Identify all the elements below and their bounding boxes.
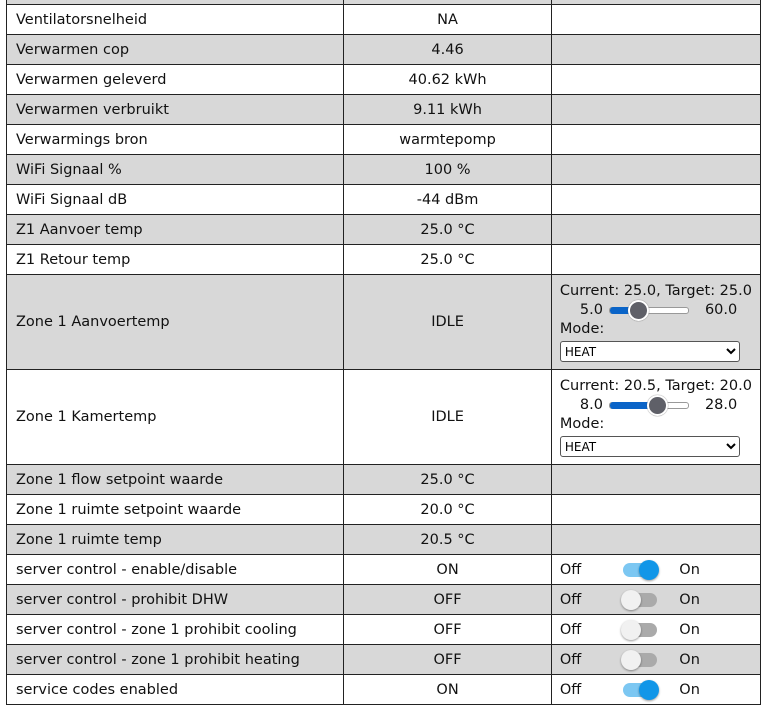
entity-control — [551, 5, 760, 35]
table-row — [7, 525, 761, 555]
entity-name: Zone 1 Aanvoertemp — [7, 275, 344, 370]
entity-control — [551, 555, 760, 585]
entity-table — [6, 0, 761, 705]
entity-state: 4.46 — [344, 35, 552, 65]
climate-control — [560, 282, 752, 362]
toggle-knob — [639, 680, 659, 700]
table-row — [7, 675, 761, 705]
entity-state: 9.11 kWh — [344, 95, 552, 125]
entity-state: IDLE — [344, 370, 552, 465]
entity-control — [551, 185, 760, 215]
entity-name: Zone 1 ruimte temp — [7, 525, 344, 555]
entity-state: OFF — [344, 585, 552, 615]
toggle-switch[interactable] — [623, 563, 657, 577]
mode-label: Mode: — [559, 321, 605, 337]
entity-state: IDLE — [344, 275, 552, 370]
entity-state: OFF — [344, 645, 552, 675]
entity-control — [551, 525, 760, 555]
slider-thumb[interactable] — [628, 300, 649, 321]
table-row — [7, 245, 761, 275]
entity-name: Zone 1 Kamertemp — [7, 370, 344, 465]
entity-state: -44 dBm — [344, 185, 552, 215]
entity-state: 25.0 °C — [344, 245, 552, 275]
table-row — [7, 215, 761, 245]
toggle-on-label: On — [679, 651, 700, 668]
toggle-switch[interactable] — [623, 593, 657, 607]
toggle-knob — [621, 590, 641, 610]
entity-state: NA — [344, 5, 552, 35]
target-slider[interactable] — [609, 402, 689, 409]
slider-max: 60.0 — [704, 302, 738, 318]
entity-name: Ventilatorsnelheid — [7, 5, 344, 35]
entity-state: 20.0 °C — [344, 495, 552, 525]
table-row — [7, 125, 761, 155]
entity-name: Z1 Retour temp — [7, 245, 344, 275]
table-row — [7, 275, 761, 370]
toggle-knob — [621, 650, 641, 670]
table-row — [7, 465, 761, 495]
slider-thumb[interactable] — [647, 395, 668, 416]
toggle-off-label: Off — [559, 621, 582, 638]
entity-control — [551, 465, 760, 495]
climate-control — [560, 377, 752, 457]
table-row — [7, 555, 761, 585]
table-row — [7, 65, 761, 95]
mode-select[interactable] — [560, 341, 740, 362]
toggle-on-label: On — [679, 621, 700, 638]
entity-control — [551, 645, 760, 675]
entity-control — [551, 215, 760, 245]
entity-state: 100 % — [344, 155, 552, 185]
entity-name: server control - zone 1 prohibit cooling — [7, 615, 344, 645]
entity-control — [551, 615, 760, 645]
table-row — [7, 645, 761, 675]
entity-name: Zone 1 flow setpoint waarde — [7, 465, 344, 495]
entity-name: Z1 Aanvoer temp — [7, 215, 344, 245]
entity-state: OFF — [344, 615, 552, 645]
entity-control — [551, 585, 760, 615]
entity-name: service codes enabled — [7, 675, 344, 705]
entity-name: WiFi Signaal % — [7, 155, 344, 185]
target-slider[interactable] — [609, 307, 689, 314]
toggle-switch[interactable] — [623, 683, 657, 697]
toggle-knob — [621, 620, 641, 640]
entity-state: 40.62 kWh — [344, 65, 552, 95]
entity-control — [551, 275, 760, 370]
toggle-knob — [639, 560, 659, 580]
entity-state: 25.0 °C — [344, 465, 552, 495]
entity-state: 20.5 °C — [344, 525, 552, 555]
slider-max: 28.0 — [704, 397, 738, 413]
entity-name: server control - zone 1 prohibit heating — [7, 645, 344, 675]
entity-control — [551, 65, 760, 95]
mode-label: Mode: — [559, 416, 605, 432]
entity-control — [551, 370, 760, 465]
table-row — [7, 5, 761, 35]
table-row — [7, 495, 761, 525]
table-row — [7, 155, 761, 185]
table-row — [7, 95, 761, 125]
table-row — [7, 585, 761, 615]
toggle-off-label: Off — [559, 591, 582, 608]
entity-control — [551, 155, 760, 185]
entity-name: server control - prohibit DHW — [7, 585, 344, 615]
entity-name: Verwarmen cop — [7, 35, 344, 65]
entity-name: Verwarmen verbruikt — [7, 95, 344, 125]
entity-name: Verwarmings bron — [7, 125, 344, 155]
climate-status: Current: 25.0, Target: 25.0 — [559, 283, 752, 299]
entity-control — [551, 245, 760, 275]
mode-select[interactable] — [560, 436, 740, 457]
entity-name: server control - enable/disable — [7, 555, 344, 585]
slider-min: 5.0 — [579, 302, 603, 318]
toggle-off-label: Off — [559, 561, 582, 578]
slider-min: 8.0 — [579, 397, 603, 413]
table-row — [7, 35, 761, 65]
entity-control — [551, 95, 760, 125]
toggle-on-label: On — [679, 561, 700, 578]
toggle-switch[interactable] — [623, 623, 657, 637]
entity-name: Zone 1 ruimte setpoint waarde — [7, 495, 344, 525]
toggle-on-label: On — [679, 591, 700, 608]
entity-state: ON — [344, 555, 552, 585]
entity-control — [551, 675, 760, 705]
toggle-on-label: On — [679, 681, 700, 698]
table-row — [7, 370, 761, 465]
entity-state: ON — [344, 675, 552, 705]
climate-status: Current: 20.5, Target: 20.0 — [559, 378, 752, 394]
table-row — [7, 185, 761, 215]
entity-control — [551, 495, 760, 525]
entity-name: WiFi Signaal dB — [7, 185, 344, 215]
entity-state: 25.0 °C — [344, 215, 552, 245]
table-row — [7, 615, 761, 645]
entity-control — [551, 35, 760, 65]
toggle-switch[interactable] — [623, 653, 657, 667]
entity-state: warmtepomp — [344, 125, 552, 155]
entity-name: Verwarmen geleverd — [7, 65, 344, 95]
entity-control — [551, 125, 760, 155]
toggle-off-label: Off — [559, 681, 582, 698]
toggle-off-label: Off — [559, 651, 582, 668]
